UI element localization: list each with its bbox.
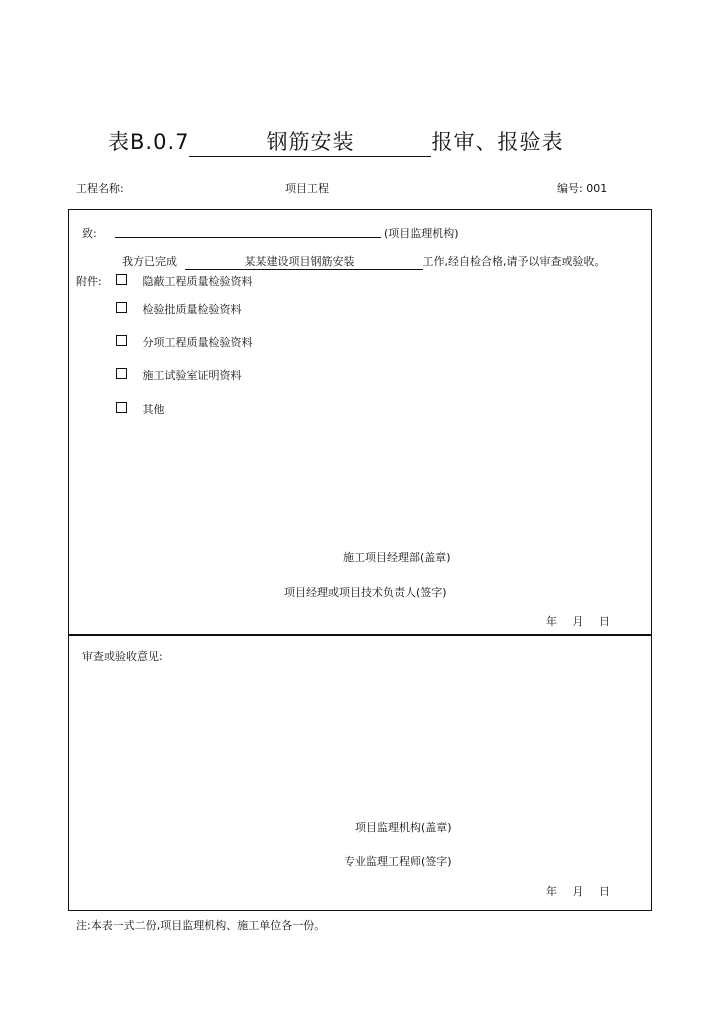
manager-sign: 项目经理或项目技术负责人(签字) [284, 586, 447, 599]
form-number-label: 编号: [557, 182, 583, 195]
attachment-checkbox[interactable] [116, 335, 127, 346]
attachment-label: 附件: [76, 275, 102, 288]
statement-suffix: 工作,经自检合格,请予以审查或验收。 [422, 255, 606, 268]
date-year: 年 [546, 615, 557, 628]
project-name-value: 项目工程 [285, 182, 329, 195]
date-month: 月 [572, 885, 584, 898]
attachment-item-label: 施工试验室证明资料 [142, 369, 242, 382]
dept-seal: 施工项目经理部(盖章) [343, 551, 451, 564]
attachment-checkbox[interactable] [116, 274, 127, 285]
completion-statement [122, 253, 606, 270]
attachment-checkbox[interactable] [116, 302, 127, 313]
attachment-item [116, 273, 253, 289]
date-month: 月 [572, 615, 584, 628]
attachment-item [116, 334, 253, 350]
review-opinion-area[interactable] [82, 668, 642, 808]
form-title-name [189, 126, 431, 157]
statement-prefix: 我方已完成 [122, 255, 177, 268]
review-date [546, 883, 610, 899]
form-number-value: 001 [586, 182, 608, 195]
supervision-org-seal: 项目监理机构(盖章) [355, 821, 452, 834]
form-title [108, 126, 563, 157]
engineer-sign: 专业监理工程师(签字) [344, 855, 452, 868]
attachment-item [116, 401, 165, 417]
project-name-label: 工程名称: [76, 182, 124, 195]
form-number [557, 180, 607, 196]
attachment-item [116, 301, 242, 317]
statement-work-value: 某某建设项目钢筋安装 [244, 255, 355, 268]
form-title-prefix: 表B.0.7 [108, 130, 190, 154]
submission-date [546, 613, 610, 629]
date-day: 日 [599, 885, 610, 898]
to-label: 致: [82, 227, 97, 240]
date-day: 日 [599, 615, 610, 628]
statement-work-line[interactable] [185, 253, 423, 270]
footer-note: 注:本表一式二份,项目监理机构、施工单位各一份。 [76, 919, 326, 932]
date-year: 年 [546, 885, 557, 898]
form-title-name-text: 钢筋安装 [266, 130, 355, 154]
attachment-item [116, 367, 242, 383]
to-org-note: (项目监理机构) [384, 227, 459, 240]
attachment-item-label: 其他 [142, 403, 165, 416]
form-title-suffix: 报审、报验表 [431, 130, 564, 154]
attachment-item-label: 检验批质量检验资料 [142, 303, 242, 316]
attachment-checkbox[interactable] [116, 368, 127, 379]
attachment-item-label: 隐蔽工程质量检验资料 [142, 275, 253, 288]
to-recipient-line[interactable] [115, 224, 381, 238]
attachment-checkbox[interactable] [116, 402, 127, 413]
attachment-item-label: 分项工程质量检验资料 [142, 336, 253, 349]
review-opinion-label: 审查或验收意见: [82, 650, 163, 663]
